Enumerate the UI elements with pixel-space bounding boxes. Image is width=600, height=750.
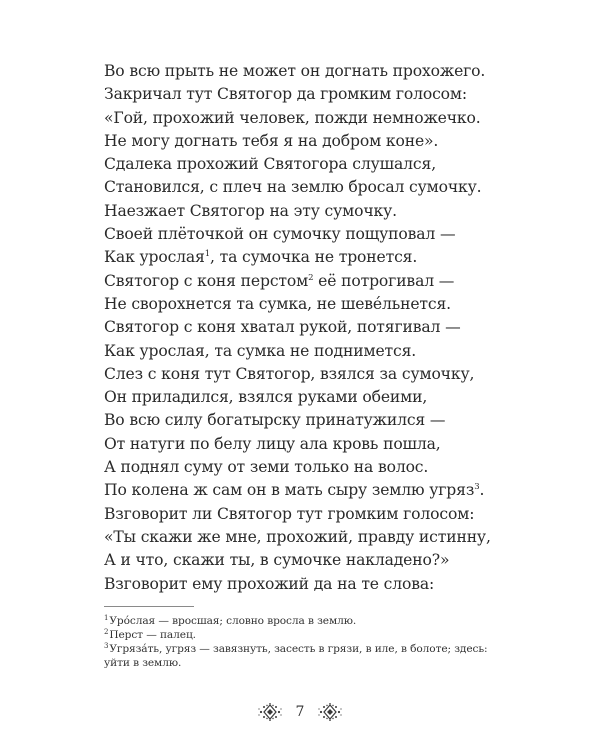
verse-line: Не сворохнется та сумка, не шевéльнется. bbox=[104, 294, 451, 313]
footnote-text: Угрязáть, угряз — завязнуть, засесть в грязи, в иле, в болоте; здесь: bbox=[109, 643, 488, 655]
footnote-ref-3[interactable]: 3 bbox=[474, 482, 480, 493]
verse-line: Не могу догнать тебя я на добром коне». bbox=[104, 131, 439, 150]
verse-text: . bbox=[479, 481, 485, 500]
verse-line: Наезжает Святогор на эту сумочку. bbox=[104, 201, 397, 220]
verse-text: , та сумочка не тронется. bbox=[210, 248, 418, 267]
verse-line: А и что, скажи ты, в сумочке накладено?» bbox=[104, 551, 450, 570]
footnote-divider bbox=[104, 606, 194, 607]
verse-text: её потрогивал — bbox=[313, 271, 455, 290]
footnotes-block bbox=[104, 614, 504, 670]
verse-line: Во всю силу богатырску принатужился — bbox=[104, 411, 446, 430]
footnote-mark: 3 bbox=[104, 642, 109, 650]
verse-line: Своей плёточкой он сумочку пощуповал — bbox=[104, 225, 456, 244]
footnote-ref-1[interactable]: 1 bbox=[204, 249, 211, 260]
verse-line: Как урослая, та сумка не поднимется. bbox=[104, 341, 417, 360]
verse-line: Становился, с плеч на землю бросал сумочку. bbox=[104, 178, 482, 197]
footnote-text: Перст — палец. bbox=[109, 629, 196, 641]
verse-line bbox=[104, 270, 524, 293]
verse-text: Как урослая bbox=[104, 248, 205, 267]
verse-line: А поднял суму от земи только на волос. bbox=[104, 458, 429, 477]
verse-line: Взговорит ли Святогор тут громким голосом: bbox=[104, 504, 475, 523]
verse-line bbox=[104, 479, 524, 502]
verse-line: От натуги по белу лицу ала кровь пошла, bbox=[104, 434, 441, 453]
footnote-text: уйти в землю. bbox=[104, 657, 182, 669]
footnote-3 bbox=[104, 642, 504, 656]
verse-line: «Гой, прохожий человек, пожди немножечко. bbox=[104, 108, 481, 127]
verse-line: Закричал тут Святогор да громким голосом: bbox=[104, 85, 468, 104]
page-footer bbox=[0, 700, 600, 724]
verse-line: Он приладился, взялся руками обеими, bbox=[104, 388, 428, 407]
page-number: 7 bbox=[295, 704, 305, 720]
ornament-icon bbox=[318, 703, 342, 721]
footnote-3-continued bbox=[104, 656, 504, 670]
footnote-1 bbox=[104, 614, 504, 628]
verse-line bbox=[104, 246, 524, 269]
verse-line: Взговорит ему прохожий да на те слова: bbox=[104, 574, 435, 593]
verse-text: По колена ж сам он в мать сыру землю угряз bbox=[104, 481, 475, 500]
footnote-ref-2[interactable]: 2 bbox=[308, 272, 314, 283]
footnote-2 bbox=[104, 628, 504, 642]
ornament-icon bbox=[258, 703, 282, 721]
footnote-mark: 2 bbox=[104, 628, 109, 636]
footnote-text: Урóслая — вросшая; словно вросла в землю. bbox=[109, 615, 357, 627]
verse-line: Во всю прыть не может он догнать прохожего. bbox=[104, 62, 486, 80]
verse-block bbox=[104, 60, 524, 596]
verse-line: Сдалека прохожий Святогора слушался, bbox=[104, 155, 436, 174]
verse-line: «Ты скажи же мне, прохожий, правду истинну, bbox=[104, 527, 491, 546]
verse-line: Слез с коня тут Святогор, взялся за сумочку, bbox=[104, 364, 475, 383]
verse-text: Святогор с коня перстом bbox=[104, 271, 309, 290]
verse-line: Святогор с коня хватал рукой, потягивал — bbox=[104, 318, 461, 337]
footnote-mark: 1 bbox=[104, 614, 109, 622]
